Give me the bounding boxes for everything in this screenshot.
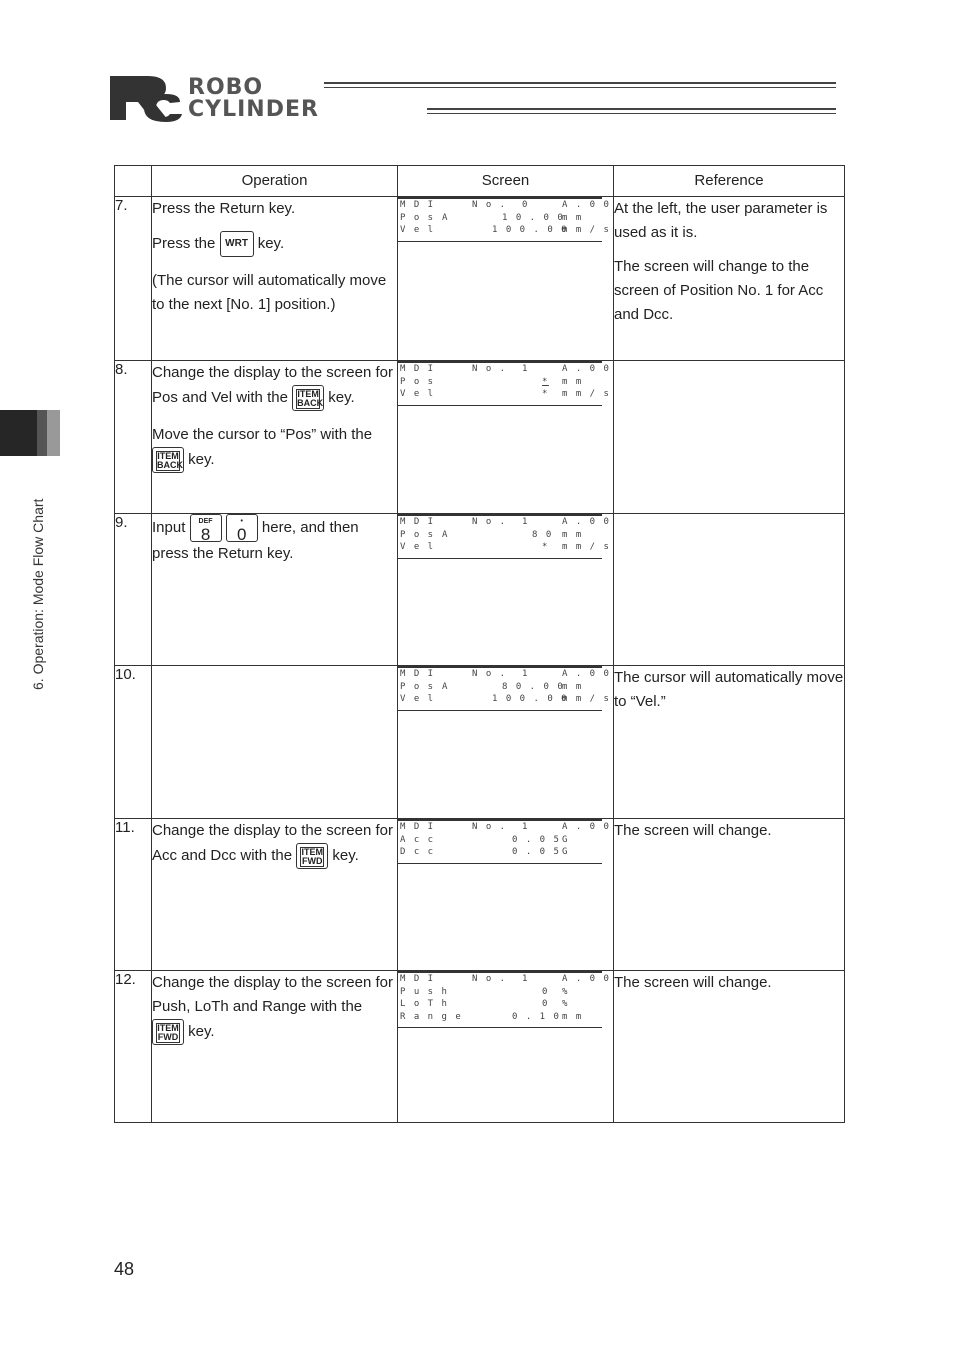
page-number: 48 (114, 1259, 135, 1279)
wrt-key-icon: WRT (220, 231, 254, 257)
item-fwd-key-icon: ITEM FWD (152, 1019, 184, 1045)
reference-cell: The cursor will automatically move to “Vel.” (614, 666, 845, 819)
table-header-row (115, 166, 845, 197)
reference-cell (614, 361, 845, 514)
operation-cell: Change the display to the screen for Acc and Dcc with the ITEM FWD key. (152, 819, 398, 971)
step-number: 7. (115, 197, 152, 361)
lcd-screen: M D I N o . 1 A . 0 0 P o s A 8 0 m m V e l * m m / s (398, 514, 602, 559)
table-row (115, 819, 845, 971)
table-row (115, 361, 845, 514)
lcd-screen: M D I N o . 0 A . 0 0 P o s A 1 0 . 0 0 m m V e l 1 0 0 . 0 0 m m / s (398, 197, 602, 242)
operation-cell: Press the Return key. Press the WRT key. (The cursor will automatically move to the next [No. 1] position.) (152, 197, 398, 361)
screen-cell (398, 197, 614, 361)
step-number: 10. (115, 666, 152, 819)
step-number: 8. (115, 361, 152, 514)
table-row (115, 971, 845, 1123)
screen-cell (398, 361, 614, 514)
step-number: 12. (115, 971, 152, 1123)
operation-header: Operation (152, 166, 398, 197)
reference-cell (614, 514, 845, 666)
reference-header: Reference (614, 166, 845, 197)
step-header (115, 166, 152, 197)
reference-cell: At the left, the user parameter is used as it is. The screen will change to the screen of Position No. 1 for Acc and Dcc. (614, 197, 845, 361)
step-number: 11. (115, 819, 152, 971)
item-back-key-icon: ITEM BACK (152, 447, 184, 473)
chapter-side-label: 6. Operation: Mode Flow Chart (30, 498, 46, 690)
header-rule-top (324, 82, 836, 91)
lcd-screen: M D I N o . 1 A . 0 0 P o s * m m V e l * m m / s (398, 361, 602, 406)
operation-cell: Change the display to the screen for Push, LoTh and Range with the ITEM FWD key. (152, 971, 398, 1123)
step-number: 9. (115, 514, 152, 666)
rc-logo-mark-icon (108, 72, 188, 124)
item-fwd-key-icon: ITEM FWD (296, 843, 328, 869)
item-back-key-icon: ITEM BACK (292, 385, 324, 411)
table-row (115, 514, 845, 666)
lcd-screen: M D I N o . 1 A . 0 0 A c c 0 . 0 5 G D c c 0 . 0 5 G (398, 819, 602, 864)
table-row (115, 197, 845, 361)
operation-cell (152, 666, 398, 819)
screen-cell (398, 514, 614, 666)
operation-flow-table (114, 165, 845, 1123)
screen-cell (398, 819, 614, 971)
robo-cylinder-logo (108, 72, 428, 124)
reference-cell: The screen will change. (614, 971, 845, 1123)
logo-robo-text: ROBO (188, 75, 264, 100)
logo-cylinder-text: CYLINDER (188, 97, 319, 122)
screen-cell (398, 971, 614, 1123)
chapter-tab (0, 410, 60, 456)
screen-cell (398, 666, 614, 819)
screen-header: Screen (398, 166, 614, 197)
key-8-icon: DEF 8 (190, 514, 222, 542)
table-row (115, 666, 845, 819)
lcd-screen: M D I N o . 1 A . 0 0 P o s A 8 0 . 0 0 m m V e l 1 0 0 . 0 0 m m / s (398, 666, 602, 711)
reference-cell: The screen will change. (614, 819, 845, 971)
operation-cell: Input DEF 8 • 0 here, and then press the Return key. (152, 514, 398, 666)
operation-cell: Change the display to the screen for Pos and Vel with the ITEM BACK key. Move the cursor to “Pos” with the ITEM BACK key. (152, 361, 398, 514)
key-0-icon: • 0 (226, 514, 258, 542)
lcd-screen: M D I N o . 1 A . 0 0 P u s h 0 % L o T h 0 % R a n g e 0 . 1 0 m m (398, 971, 602, 1028)
header-rule-bottom (427, 108, 836, 117)
